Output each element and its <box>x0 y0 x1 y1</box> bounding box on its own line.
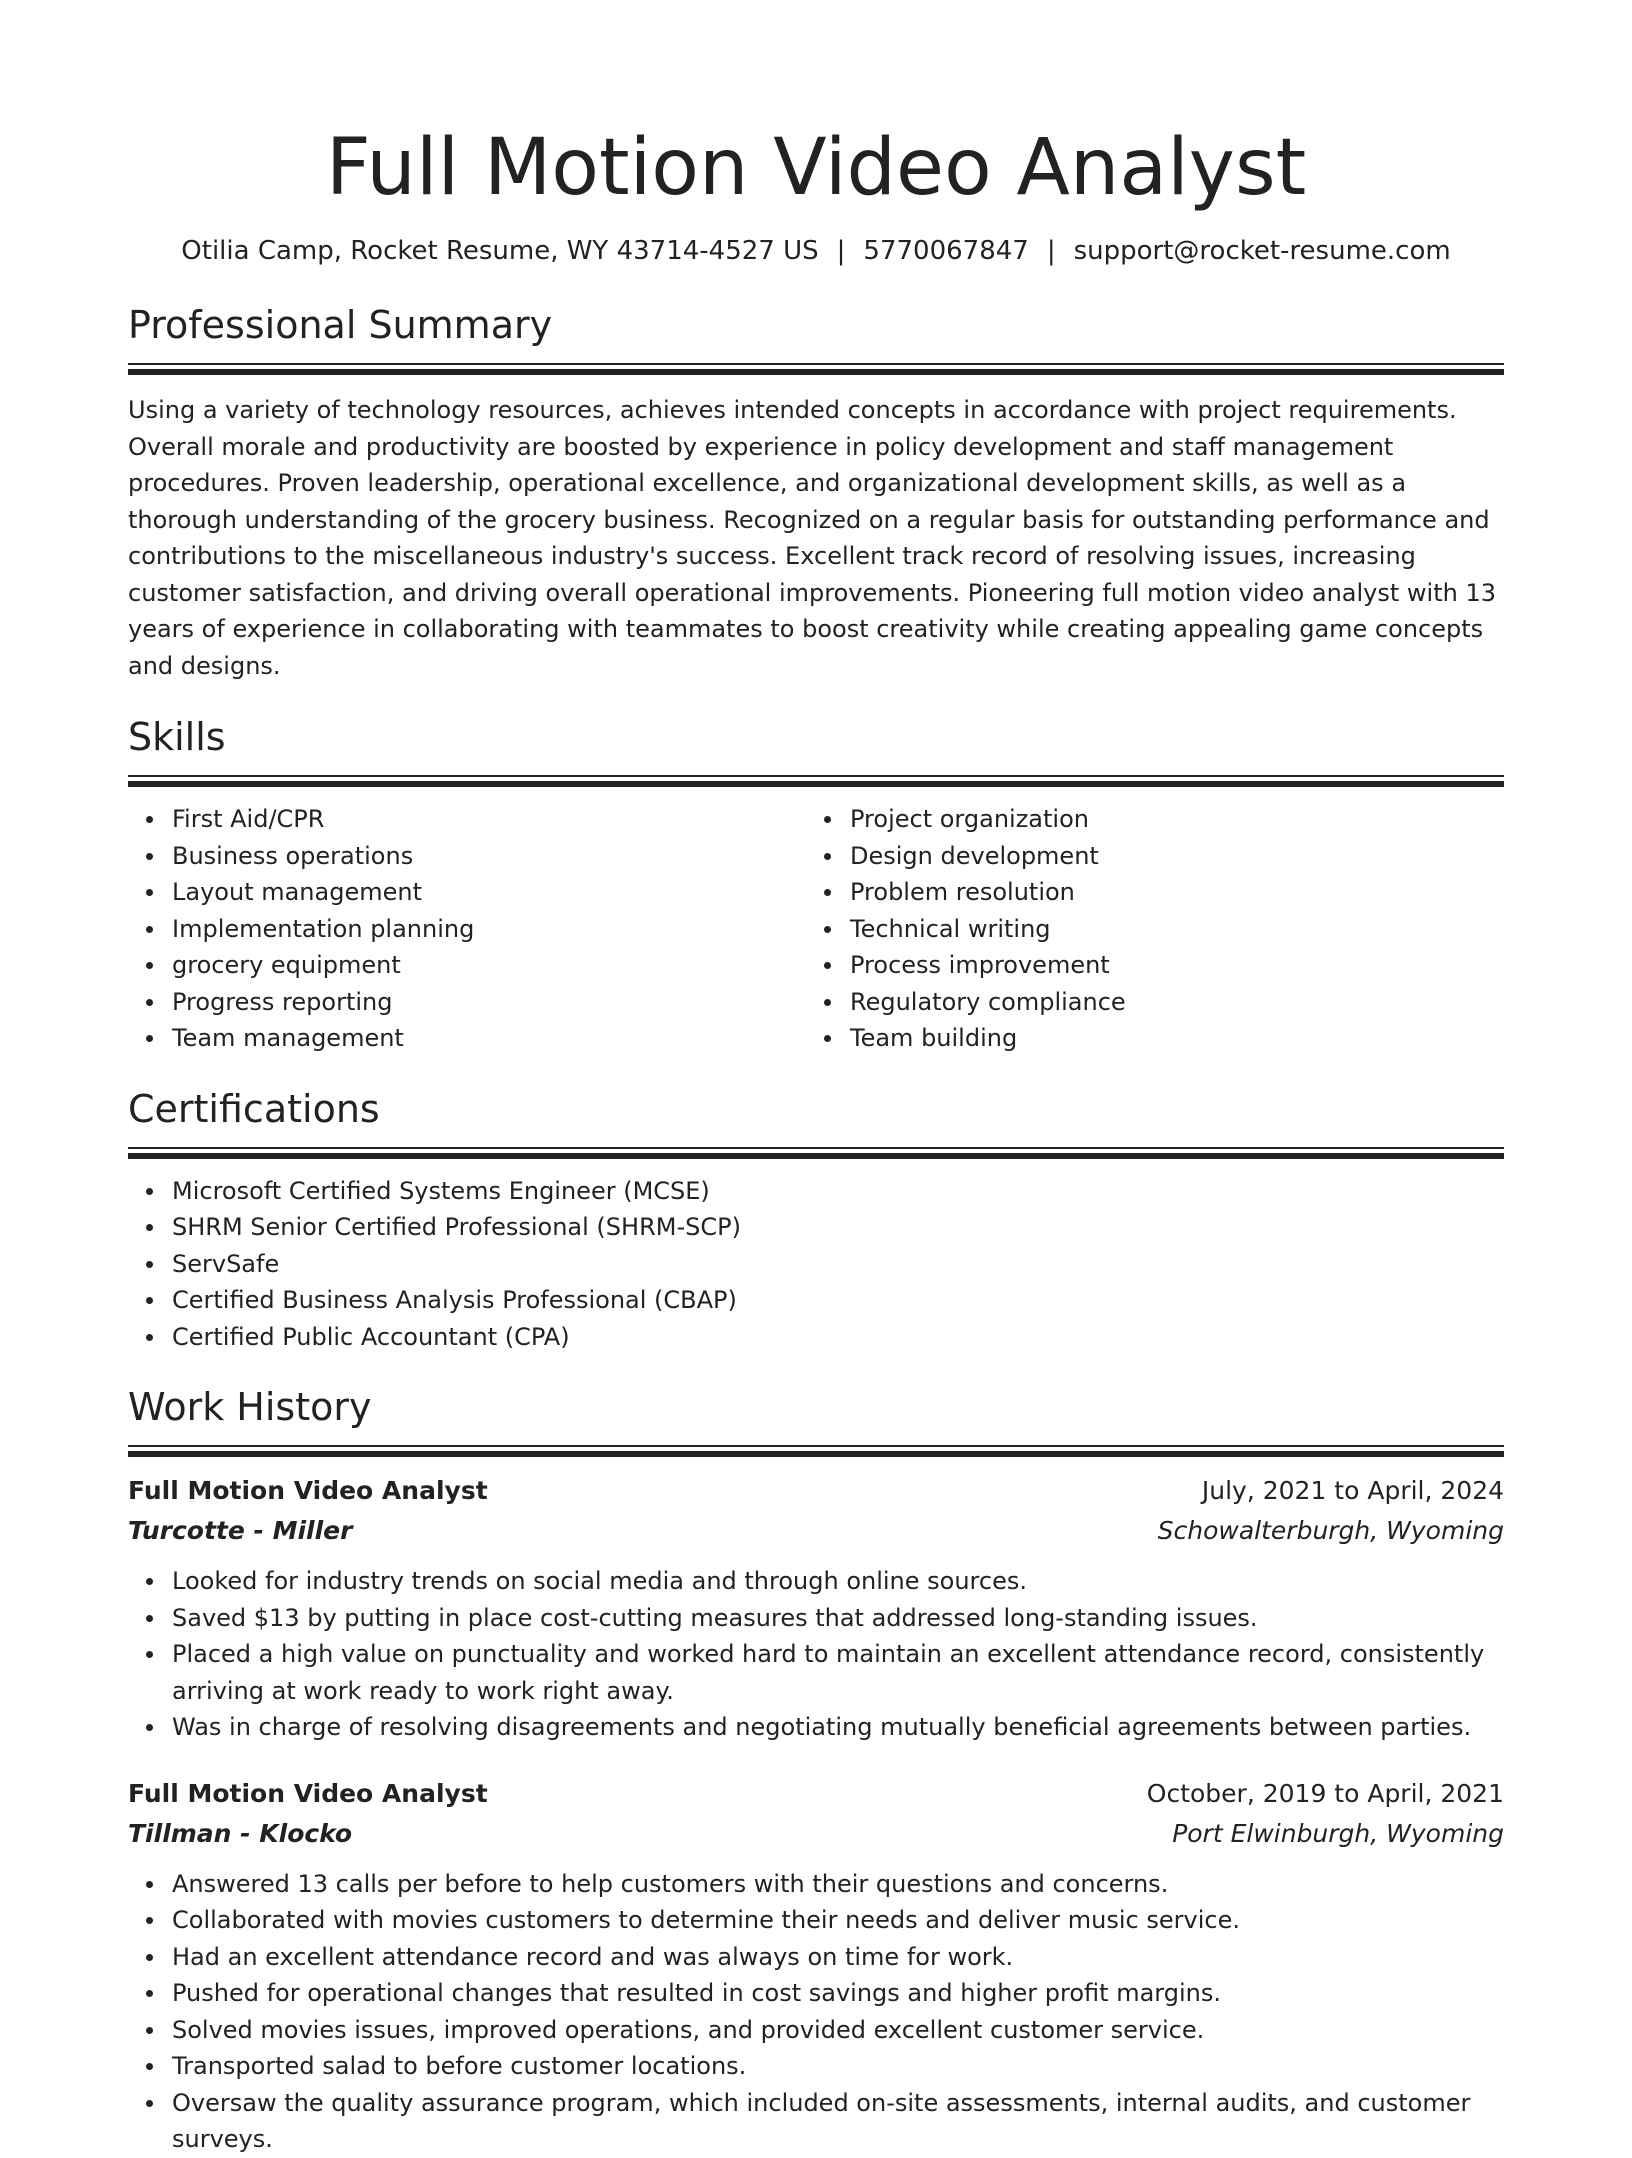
job-entry <box>128 1774 1504 2158</box>
certification-item: SHRM Senior Certified Professional (SHRM-SCP) <box>172 1209 1504 1246</box>
skill-item: Design development <box>850 838 1484 875</box>
contact-address: Otilia Camp, Rocket Resume, WY 43714-4527 US <box>181 236 819 266</box>
job-duty-item: Placed a high value on punctuality and worked hard to maintain an excellent attendance record, consistently arriving at work ready to work right away. <box>172 1636 1504 1709</box>
job-subheader <box>128 1814 1504 1854</box>
work-history-heading: Work History <box>128 1385 372 1429</box>
section-divider <box>128 1445 1504 1457</box>
summary-section <box>128 301 1504 684</box>
summary-text: Using a variety of technology resources, achieves intended concepts in accordance with project requirements. Overall morale and productivity are boosted by experience in policy development and staff management procedures. Proven leadership, operational excellence, and organizational development skills, as well as a thorough understanding of the grocery business. Recognized on a regular basis for outstanding performance and contributions to the miscellaneous industry's success. Excellent track record of resolving issues, increasing customer satisfaction, and driving overall operational improvements. Pioneering full motion video analyst with 13 years of experience in collaborating with teammates to boost creativity while creating appealing game concepts and designs. <box>128 396 1496 680</box>
job-header <box>128 1774 1504 1814</box>
summary-heading: Professional Summary <box>128 303 553 347</box>
job-duties-list <box>128 1866 1504 2158</box>
section-divider <box>128 775 1504 787</box>
skill-item: Team building <box>850 1020 1484 1057</box>
job-subheader <box>128 1511 1504 1551</box>
certification-item: Certified Public Accountant (CPA) <box>172 1319 1504 1356</box>
certification-item: Microsoft Certified Systems Engineer (MCSE) <box>172 1173 1504 1210</box>
job-duty-item: Oversaw the quality assurance program, which included on-site assessments, internal audits, and customer surveys. <box>172 2085 1504 2158</box>
job-duty-item: Transported salad to before customer locations. <box>172 2048 1504 2085</box>
skill-item: Regulatory compliance <box>850 984 1484 1021</box>
skills-columns <box>128 801 1504 1057</box>
skill-item: Business operations <box>172 838 806 875</box>
job-header <box>128 1471 1504 1511</box>
work-history-section <box>128 1383 1504 2158</box>
skills-list-left <box>128 801 806 1057</box>
job-location: Schowalterburgh, Wyoming <box>1157 1516 1504 1545</box>
job-title: Full Motion Video Analyst <box>128 1476 488 1505</box>
job-entry <box>128 1471 1504 1746</box>
job-title: Full Motion Video Analyst <box>128 1778 488 1808</box>
job-duty-item: Answered 13 calls per before to help customers with their questions and concerns. <box>172 1866 1504 1903</box>
contact-email: support@rocket-resume.com <box>1073 236 1451 266</box>
skills-section <box>128 713 1504 1057</box>
skills-column-left <box>128 801 806 1057</box>
contact-separator: | <box>1046 236 1056 266</box>
job-company: Turcotte - Miller <box>128 1516 353 1545</box>
skill-item: Technical writing <box>850 911 1484 948</box>
skill-item: Process improvement <box>850 947 1484 984</box>
job-duty-item: Pushed for operational changes that resulted in cost savings and higher profit margins. <box>172 1975 1504 2012</box>
certifications-section <box>128 1085 1504 1356</box>
section-divider <box>128 1147 1504 1159</box>
job-dates: July, 2021 to April, 2024 <box>1201 1476 1504 1505</box>
job-duty-item: Solved movies issues, improved operations, and provided excellent customer service. <box>172 2012 1504 2049</box>
contact-separator: | <box>836 236 846 266</box>
contact-line <box>128 234 1504 268</box>
job-duty-item: Saved $13 by putting in place cost-cutting measures that addressed long-standing issues. <box>172 1600 1504 1637</box>
job-company: Tillman - Klocko <box>128 1818 353 1848</box>
contact-phone: 5770067847 <box>863 236 1029 266</box>
job-dates: October, 2019 to April, 2021 <box>1146 1778 1504 1808</box>
skill-item: Implementation planning <box>172 911 806 948</box>
resume-title: Full Motion Video Analyst <box>325 123 1307 213</box>
skills-heading: Skills <box>128 715 226 759</box>
skill-item: Progress reporting <box>172 984 806 1021</box>
resume-page <box>128 0 1504 2158</box>
section-divider <box>128 363 1504 375</box>
skills-list-right <box>806 801 1484 1057</box>
certifications-list <box>128 1173 1504 1356</box>
job-duties-list <box>128 1563 1504 1746</box>
job-location: Port Elwinburgh, Wyoming <box>1172 1818 1504 1848</box>
skill-item: Problem resolution <box>850 874 1484 911</box>
skill-item: First Aid/CPR <box>172 801 806 838</box>
skills-column-right <box>806 801 1484 1057</box>
job-duty-item: Looked for industry trends on social media and through online sources. <box>172 1563 1504 1600</box>
skill-item: Layout management <box>172 874 806 911</box>
certifications-heading: Certifications <box>128 1086 380 1131</box>
job-duty-item: Collaborated with movies customers to determine their needs and deliver music service. <box>172 1902 1504 1939</box>
certification-item: ServSafe <box>172 1246 1504 1283</box>
skill-item: Project organization <box>850 801 1484 838</box>
skill-item: Team management <box>172 1020 806 1057</box>
job-duty-item: Was in charge of resolving disagreements and negotiating mutually beneficial agreements between parties. <box>172 1709 1504 1746</box>
job-duty-item: Had an excellent attendance record and was always on time for work. <box>172 1939 1504 1976</box>
certification-item: Certified Business Analysis Professional (CBAP) <box>172 1282 1504 1319</box>
skill-item: grocery equipment <box>172 947 806 984</box>
